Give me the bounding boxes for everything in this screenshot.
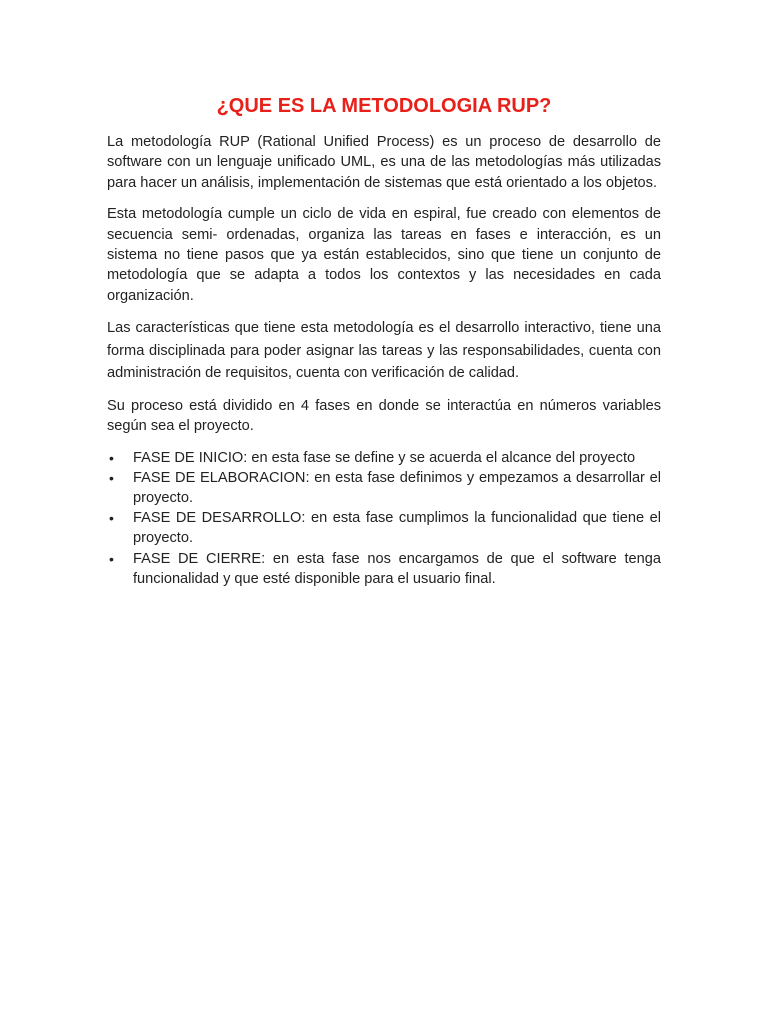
phase-list [107,448,661,589]
page-title: ¿QUE ES LA METODOLOGIA RUP? [216,95,552,117]
paragraph-phases-intro: Su proceso está dividido en 4 fases en donde se interactúa en números variables según sea el proyecto. [107,397,661,435]
list-item-phase-desarrollo [109,508,661,548]
phase-text: FASE DE DESARROLLO: en esta fase cumplimos la funcionalidad que tiene el proyecto. [133,510,661,547]
list-item-phase-elaboracion [109,468,661,508]
bullet-icon: • [109,469,114,486]
paragraph-characteristics: Las características que tiene esta metodología es el desarrollo interactivo, tiene una forma disciplinada para poder asignar las tareas y las responsabilidades, cuenta con administración de requisitos, cuenta con verificación de calidad. [107,320,661,382]
paragraph-intro: La metodología RUP (Rational Unified Process) es un proceso de desarrollo de software con un lenguaje unificado UML, es una de las metodologías más utilizadas para hacer un análisis, implementación de sistemas que está orientado a los objetos. [107,134,661,191]
paragraph-lifecycle: Esta metodología cumple un ciclo de vida en espiral, fue creado con elementos de secuencia semi- ordenadas, organiza las tareas en fases e interacción, es un sistema no tiene pasos que ya están establecidos, sino que tiene un conjunto de metodología que se adapta a todos los contextos y las necesidades en cada organización. [107,206,661,304]
bullet-icon: • [109,510,114,527]
phase-text: FASE DE ELABORACION: en esta fase definimos y empezamos a desarrollar el proyecto. [133,469,661,506]
bullet-icon: • [109,550,114,567]
phase-text: FASE DE CIERRE: en esta fase nos encargamos de que el software tenga funcionalidad y que esté disponible para el usuario final. [133,550,661,587]
list-item-phase-cierre [109,549,661,589]
bullet-icon: • [109,449,114,466]
phase-text: FASE DE INICIO: en esta fase se define y se acuerda el alcance del proyecto [133,449,636,466]
list-item-phase-inicio [109,448,661,468]
document-page [107,92,661,589]
